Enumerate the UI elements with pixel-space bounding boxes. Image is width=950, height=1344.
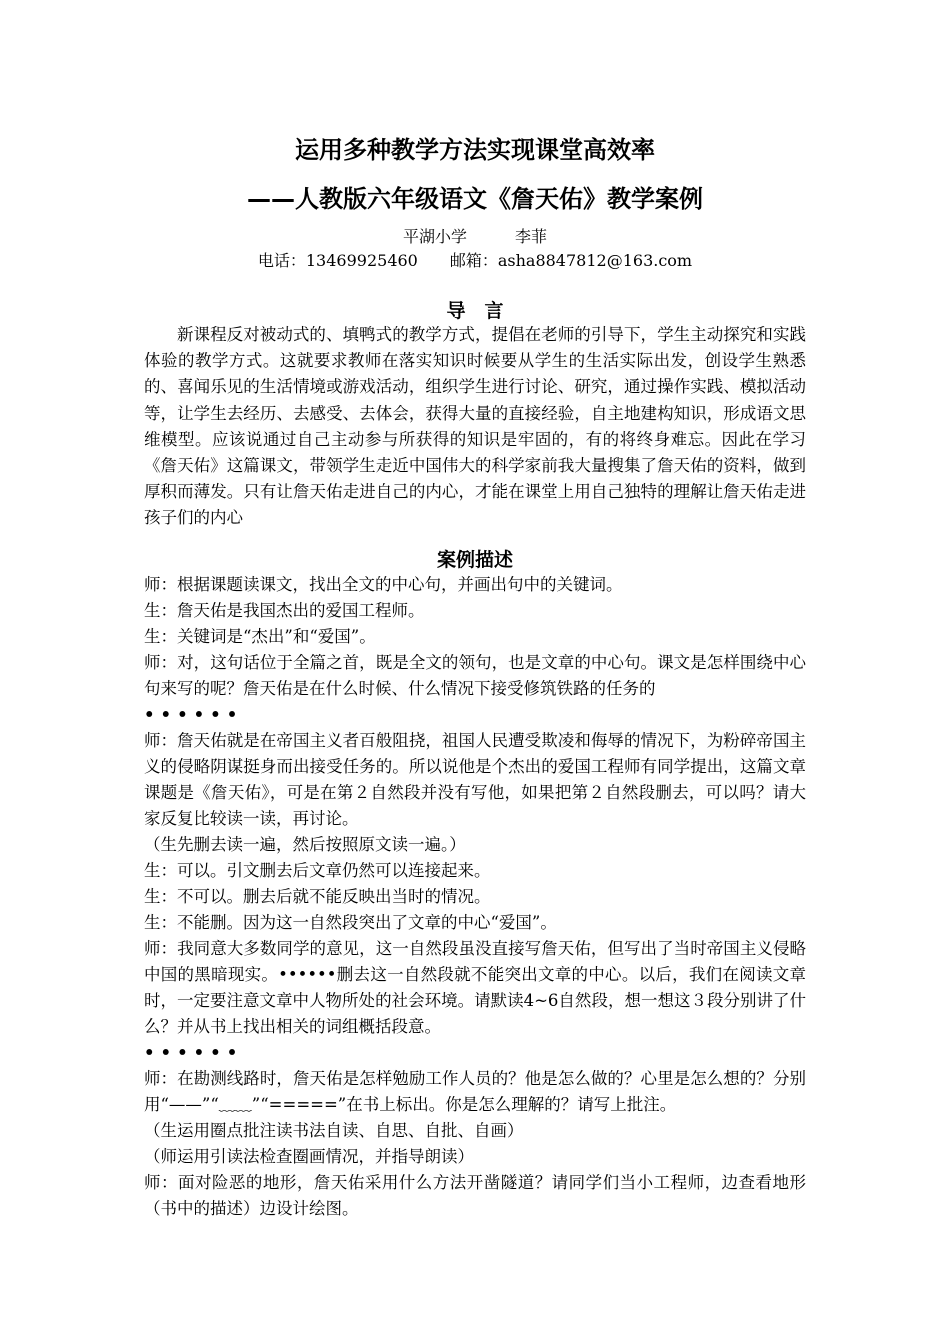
dialogue-line: 生：关键词是“杰出”和“爱国”。 (144, 627, 376, 646)
dialogue-line: （生运用圈点批注读书法自读、自思、自批、自画） (144, 1121, 524, 1140)
author-line: 平湖小学 李菲 (402, 227, 547, 246)
ellipsis-dots: •••••• (144, 1043, 244, 1062)
document-subtitle: ——人教版六年级语文《詹天佑》教学案例 (247, 185, 703, 213)
ellipsis-dots: •••••• (144, 705, 244, 724)
dialogue-line: （生先删去读一遍，然后按照原文读一遍。） (144, 835, 466, 854)
dialogue-line: 生：不可以。删去后就不能反映出当时的情况。 (144, 887, 491, 906)
dialogue-line: 师：詹天佑就是在帝国主义者百般阻挠，祖国人民遭受欺凌和侮辱的情况下，为粉碎帝国主义的侵略阴谋挺身而出接受任务的。所以说他是个杰出的爱国工程师有同学提出，这篇文章课题是《詹天佑》，可是在第２自然段并没有写他，如果把第２自然段删去，可以吗？请大家反复比较读一读，再讨论。 (144, 731, 806, 828)
case-dialogue (144, 572, 806, 1222)
dialogue-line: 师：面对险恶的地形，詹天佑采用什么方法开凿隧道？请同学们当小工程师，边查看地形（书中的描述）边设计绘图。 (144, 1173, 806, 1218)
intro-paragraph: 新课程反对被动式的、填鸭式的教学方式，提倡在老师的引导下，学生主动探究和实践体验的教学方式。这就要求教师在落实知识时候要从学生的生活实际出发，创设学生熟悉的、喜闻乐见的生活情境或游戏活动，组织学生进行讨论、研究，通过操作实践、模拟活动等，让学生去经历、去感受、去体会，获得大量的直接经验，自主地建构知识，形成语文思维模型。应该说通过自己主动参与所获得的知识是牢固的，有的将终身难忘。因此在学习《詹天佑》这篇课文，带领学生走近中国伟大的科学家前我大量搜集了詹天佑的资料，做到厚积而薄发。只有让詹天佑走进自己的内心，才能在课堂上用自己独特的理解让詹天佑走进孩子们的内心 (144, 325, 806, 528)
dialogue-line: 师：根据课题读课文，找出全文的中心句，并画出句中的关键词。 (144, 575, 623, 594)
dialogue-line: 生：可以。引文删去后文章仍然可以连接起来。 (144, 861, 491, 880)
dialogue-line: （师运用引读法检查圈画情况，并指导朗读） (144, 1147, 474, 1166)
case-heading: 案例描述 (436, 549, 513, 571)
dialogue-line: 生：詹天佑是我国杰出的爱国工程师。 (144, 601, 425, 620)
intro-heading: 导 言 (446, 300, 504, 322)
contact-line: 电话：13469925460 邮箱：asha8847812@163.com (257, 251, 693, 270)
dialogue-line: 师：我同意大多数同学的意见，这一自然段虽没直接写詹天佑，但写出了当时帝国主义侵略中国的黑暗现实。••••••删去这一自然段就不能突出文章的中心。以后，我们在阅读文章时，一定要注意文章中人物所处的社会环境。请默读4~6自然段，想一想这３段分别讲了什么？并从书上找出相关的词组概括段意。 (144, 939, 806, 1036)
dialogue-line: 师：对，这句话位于全篇之首，既是全文的领句，也是文章的中心句。课文是怎样围绕中心句来写的呢？詹天佑是在什么时候、什么情况下接受修筑铁路的任务的 (144, 653, 806, 698)
dialogue-line: 师：在勘测线路时，詹天佑是怎样勉励工作人员的？他是怎么做的？心里是怎么想的？分别用“——”“﹏﹏”“=====”在书上标出。你是怎么理解的？请写上批注。 (144, 1069, 806, 1114)
document-title: 运用多种教学方法实现课堂高效率 (295, 136, 655, 164)
dialogue-line: 生：不能删。因为这一自然段突出了文章的中心“爱国”。 (144, 913, 557, 932)
